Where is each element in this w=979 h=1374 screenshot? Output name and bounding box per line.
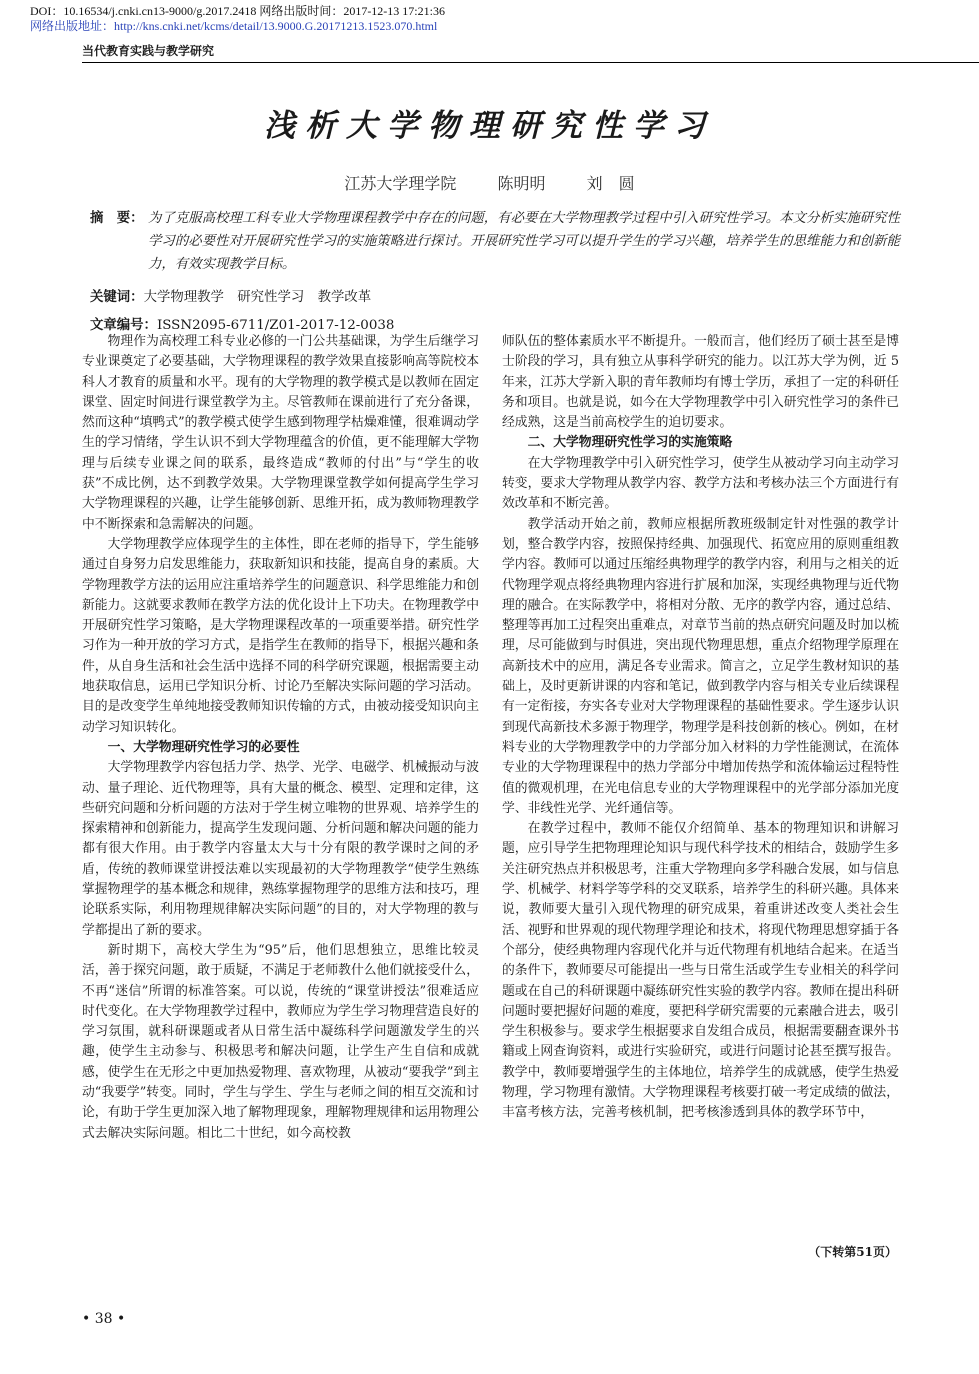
doi-line: DOI：10.16534/j.cnki.cn13-9000/g.2017.2418 网络出版时间：2017-12-13 17:21:36: [30, 4, 445, 18]
author-name: 陈明明: [497, 174, 546, 193]
left-column: [82, 332, 479, 1144]
article-number-text: ISSN2095-6711/Z01-2017-12-0038: [156, 318, 395, 333]
author-line: [0, 171, 979, 194]
page-number: • 38 •: [82, 1311, 126, 1327]
author-name: 刘 圆: [586, 174, 635, 193]
article-title: 浅析大学物理研究性学习: [264, 108, 715, 144]
body-paragraph: 大学物理教学内容包括力学、热学、光学、电磁学、机械振动与波动、量子理论、近代物理等，具有大量的概念、模型、定理和定律，这些研究问题和分析问题的方法对于学生树立唯物的世界观、培养学生的探索精神和创新能力，提高学生发现问题、分析问题和解决问题的能力都有很大作用。由于教学内容量太大与十分有限的教学课时之间的矛盾，传统的教师课堂讲授法难以实现最初的大学物理教学“使学生熟练掌握物理学的基本概念和规律，熟练掌握物理学的思维方法和技巧，理论联系实际，利用物理规律解决实际问题”的目的，对大学物理的教与学都提出了新的要求。: [82, 760, 479, 938]
continued-note: （下转第51页）: [808, 1245, 897, 1259]
keywords: [90, 286, 371, 305]
section-heading: 二、大学物理研究性学习的实施策略: [527, 435, 733, 451]
online-address-link[interactable]: 网络出版地址：http://kns.cnki.net/kcms/detail/13.9000.G.20171213.1523.070.html: [30, 19, 438, 33]
journal-name: 当代教育实践与教学研究: [82, 44, 215, 58]
keywords-text: 大学物理教学 研究性学习 教学改革: [143, 290, 372, 305]
article-number: [90, 314, 394, 333]
affiliation: 江苏大学理学院: [344, 174, 457, 193]
right-column: [502, 332, 899, 1124]
body-paragraph: 在教学过程中，教师不能仅介绍简单、基本的物理知识和讲解习题，应引导学生把物理理论知识与现代科学技术的相结合，鼓励学生多关注研究热点并积极思考，注重大学物理向多学科融合发展，如与信息学、机械学、材料学等学科的交叉联系，培养学生的科研兴趣。具体来说，教师要大量引入现代物理的研究成果，着重讲述改变人类社会生活、视野和世界观的现代物理学理论和技术，将现代物理思想穿插于各个部分，使经典物理内容现代化并与近代物理有机地结合起来。在适当的条件下，教师要尽可能提出一些与日常生活或学生专业相关的科学问题或在自己的科研课题中凝练研究性实验的教学内容。教师在提出科研问题时要把握好问题的难度，要把科学研究需要的元素融合进去，吸引学生积极参与。要求学生根据要求自发组合成员，根据需要翻查课外书籍或上网查询资料，或进行实验研究，或进行问题讨论甚至撰写报告。教学中，教师要增强学生的主体地位，培养学生的成就感，使学生热爱物理，学习物理有激情。大学物理课程考核要打破一考定成绩的做法，丰富考核方法，完善考核机制，把考核渗透到具体的教学环节中，: [502, 821, 899, 1121]
header-divider: [82, 62, 979, 63]
abstract-text: 为了克服高校理工科专业大学物理课程教学中存在的问题，有必要在大学物理教学过程中引入研究性学习。本文分析实施研究性学习的必要性对开展研究性学习的实施策略进行探讨。开展研究性学习可以提升学生的学习兴趣，培养学生的思维能力和创新能力，有效实现教学目标。: [148, 211, 900, 272]
body-paragraph: 新时期下，高校大学生为“95”后，他们思想独立，思维比较灵活，善于探究问题，敢于质疑，不满足于老师教什么他们就接受什么，不再“迷信”所谓的标准答案。可以说，传统的“课堂讲授法”很难适应时代变化。在大学物理教学过程中，教师应为学生学习物理营造良好的学习氛围，就科研课题或者从日常生活中凝练科学问题激发学生的兴趣，使学生主动参与、积极思考和解决问题，让学生产生自信和成就感，使学生在无形之中更加热爱物理、喜欢物理，从被动“要我学”到主动“我要学”转变。同时，学生与学生、学生与老师之间的相互交流和讨论，有助于学生更加深入地了解物理现象，理解物理规律和运用物理公式去解决实际问题。相比二十世纪，如今高校教: [82, 942, 479, 1141]
keywords-label: 关键词：: [90, 290, 144, 305]
article-number-label: 文章编号：: [90, 318, 157, 333]
body-paragraph: 师队伍的整体素质水平不断提升。一般而言，他们经历了硕士甚至是博士阶段的学习，具有独立从事科学研究的能力。以江苏大学为例，近 5 年来，江苏大学新入职的青年教师均有博士学历，承担了一定的科研任务和项目。也就是说，如今在大学物理教学中引入研究性学习的条件已经成熟，这是当前高校学生的迫切要求。: [502, 334, 899, 431]
body-paragraph: 在大学物理教学中引入研究性学习，使学生从被动学习向主动学习转变，要求大学物理从教学内容、教学方法和考核办法三个方面进行有效改革和不断完善。: [502, 455, 899, 512]
abstract-label: 摘 要：: [90, 211, 144, 226]
section-heading: 一、大学物理研究性学习的必要性: [107, 739, 300, 755]
body-paragraph: 教学活动开始之前，教师应根据所教班级制定针对性强的教学计划，整合教学内容，按照保持经典、加强现代、拓宽应用的原则重组教学内容。教师可以通过压缩经典物理学的教学内容，利用与之相关的近代物理学观点将经典物理内容进行扩展和加深，实现经典物理与近代物理的融合。在实际教学中，将相对分散、无序的教学内容，通过总结、整理等再加工过程突出重难点，对章节当前的热点研究问题及时加以梳理，尽可能做到与时俱进，突出现代物理思想，重点介绍物理学原理在高新技术中的应用，满足各专业需求。简言之，立足学生教材知识的基础上，及时更新讲课的内容和笔记，做到教学内容与相关专业后续课程有一定衔接，夯实各专业对大学物理课程的基础性要求。学生逐步认识到现代高新技术多源于物理学，物理学是科技创新的核心。例如，在材料专业的大学物理教学中的力学部分加入材料的力学性能测试，在流体专业的大学物理课程中的热力学部分中增加传热学和流体输运过程特性值的微观机理，在光电信息专业的大学物理课程中的光学部分添加光度学、非线性光学、光纤通信等。: [502, 516, 899, 816]
body-paragraph: 大学物理教学应体现学生的主体性，即在老师的指导下，学生能够通过自身努力启发思维能力，获取新知识和技能，提高自身的素质。大学物理教学方法的运用应注重培养学生的问题意识、科学思维能力和创新能力。这就要求教师在教学方法的优化设计上下功夫。在物理教学中开展研究性学习策略，是大学物理课程改革的一项重要举措。研究性学习作为一种开放的学习方式，是指学生在教师的指导下，根据兴趣和条件，从自身生活和社会生活中选择不同的科学研究课题，根据需要主动地获取信息，运用已学知识分析、讨论乃至解决实际问题的学习活动。目的是改变学生单纯地接受教师知识传输的方式，由被动接受知识向主动学习知识转化。: [82, 536, 479, 735]
body-paragraph: 物理作为高校理工科专业必修的一门公共基础课，为学生后继学习专业课奠定了必要基础，大学物理课程的教学效果直接影响高等院校本科人才教育的质量和水平。现有的大学物理的教学模式是以教师在固定课堂、固定时间进行课堂教学为主。尽管教师在课前进行了充分备课，然而这种“填鸭式”的教学模式使学生感到物理学枯燥难懂，很难调动学生的学习情绪，学生认识不到大学物理蕴含的价值，更不能理解大学物理与后续专业课之间的联系，最终造成“教师的付出”与“学生的收获”不成比例，达不到教学效果。大学物理课堂教学如何提高学生学习大学物理课程的兴趣，让学生能够创新、思维开拓，成为教师物理教学中不断探索和急需解决的问题。: [82, 334, 479, 532]
